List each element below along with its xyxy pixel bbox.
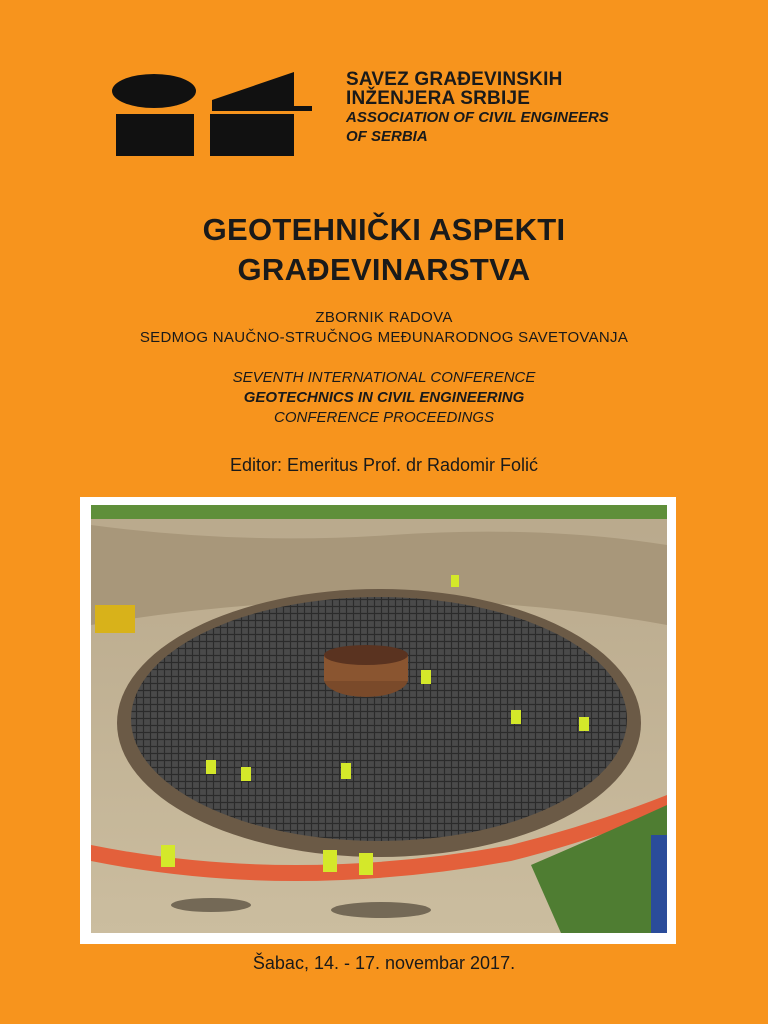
worker <box>206 760 216 774</box>
logo-dot <box>112 74 196 108</box>
subtitle-english <box>0 368 768 428</box>
association-name-sr-line2: INŽENJERA SRBIJE <box>346 88 531 109</box>
worker <box>421 670 431 684</box>
book-title-line1: GEOTEHNIČKI ASPEKTI <box>202 212 566 247</box>
book-title-line2: GRAĐEVINARSTVA <box>237 252 531 287</box>
worker <box>341 763 351 779</box>
subtitle-en-line1: SEVENTH INTERNATIONAL CONFERENCE <box>232 369 536 386</box>
blue-structure <box>651 835 667 933</box>
subtitle-serbian <box>0 308 768 348</box>
excavator <box>95 605 135 633</box>
place-and-date: Šabac, 14. - 17. novembar 2017. <box>252 953 516 973</box>
rebar-mesh <box>131 597 627 841</box>
cover-photo <box>91 505 667 933</box>
logo-t-stem <box>210 114 294 156</box>
association-name-en-line2: OF SERBIA <box>346 128 428 145</box>
association-name-sr-line1: SAVEZ GRAĐEVINSKIH <box>346 69 563 90</box>
worker <box>323 850 337 872</box>
subtitle-en-line3: CONFERENCE PROCEEDINGS <box>273 409 495 426</box>
center-core-top <box>324 645 408 665</box>
worker <box>511 710 521 724</box>
association-logo <box>112 70 312 158</box>
subtitle-sr-line1: ZBORNIK RADOVA <box>315 309 453 326</box>
association-name-en-line1: ASSOCIATION OF CIVIL ENGINEERS <box>346 109 609 126</box>
grass-strip <box>91 505 667 519</box>
book-title <box>0 210 768 290</box>
subtitle-en-line2: GEOTECHNICS IN CIVIL ENGINEERING <box>243 389 525 406</box>
association-name <box>346 70 609 146</box>
worker <box>161 845 175 867</box>
worker <box>241 767 251 781</box>
worker <box>579 717 589 731</box>
logo-i-stem <box>116 114 194 156</box>
cover-photo-frame <box>80 497 676 944</box>
worker <box>451 575 459 587</box>
subtitle-sr-line2: SEDMOG NAUČNO-STRUČNOG MEĐUNARODNOG SAVETOVANJA <box>139 329 629 346</box>
editor-line: Editor: Emeritus Prof. dr Radomir Folić <box>229 455 539 475</box>
logo-flag <box>212 72 312 111</box>
worker <box>359 853 373 875</box>
